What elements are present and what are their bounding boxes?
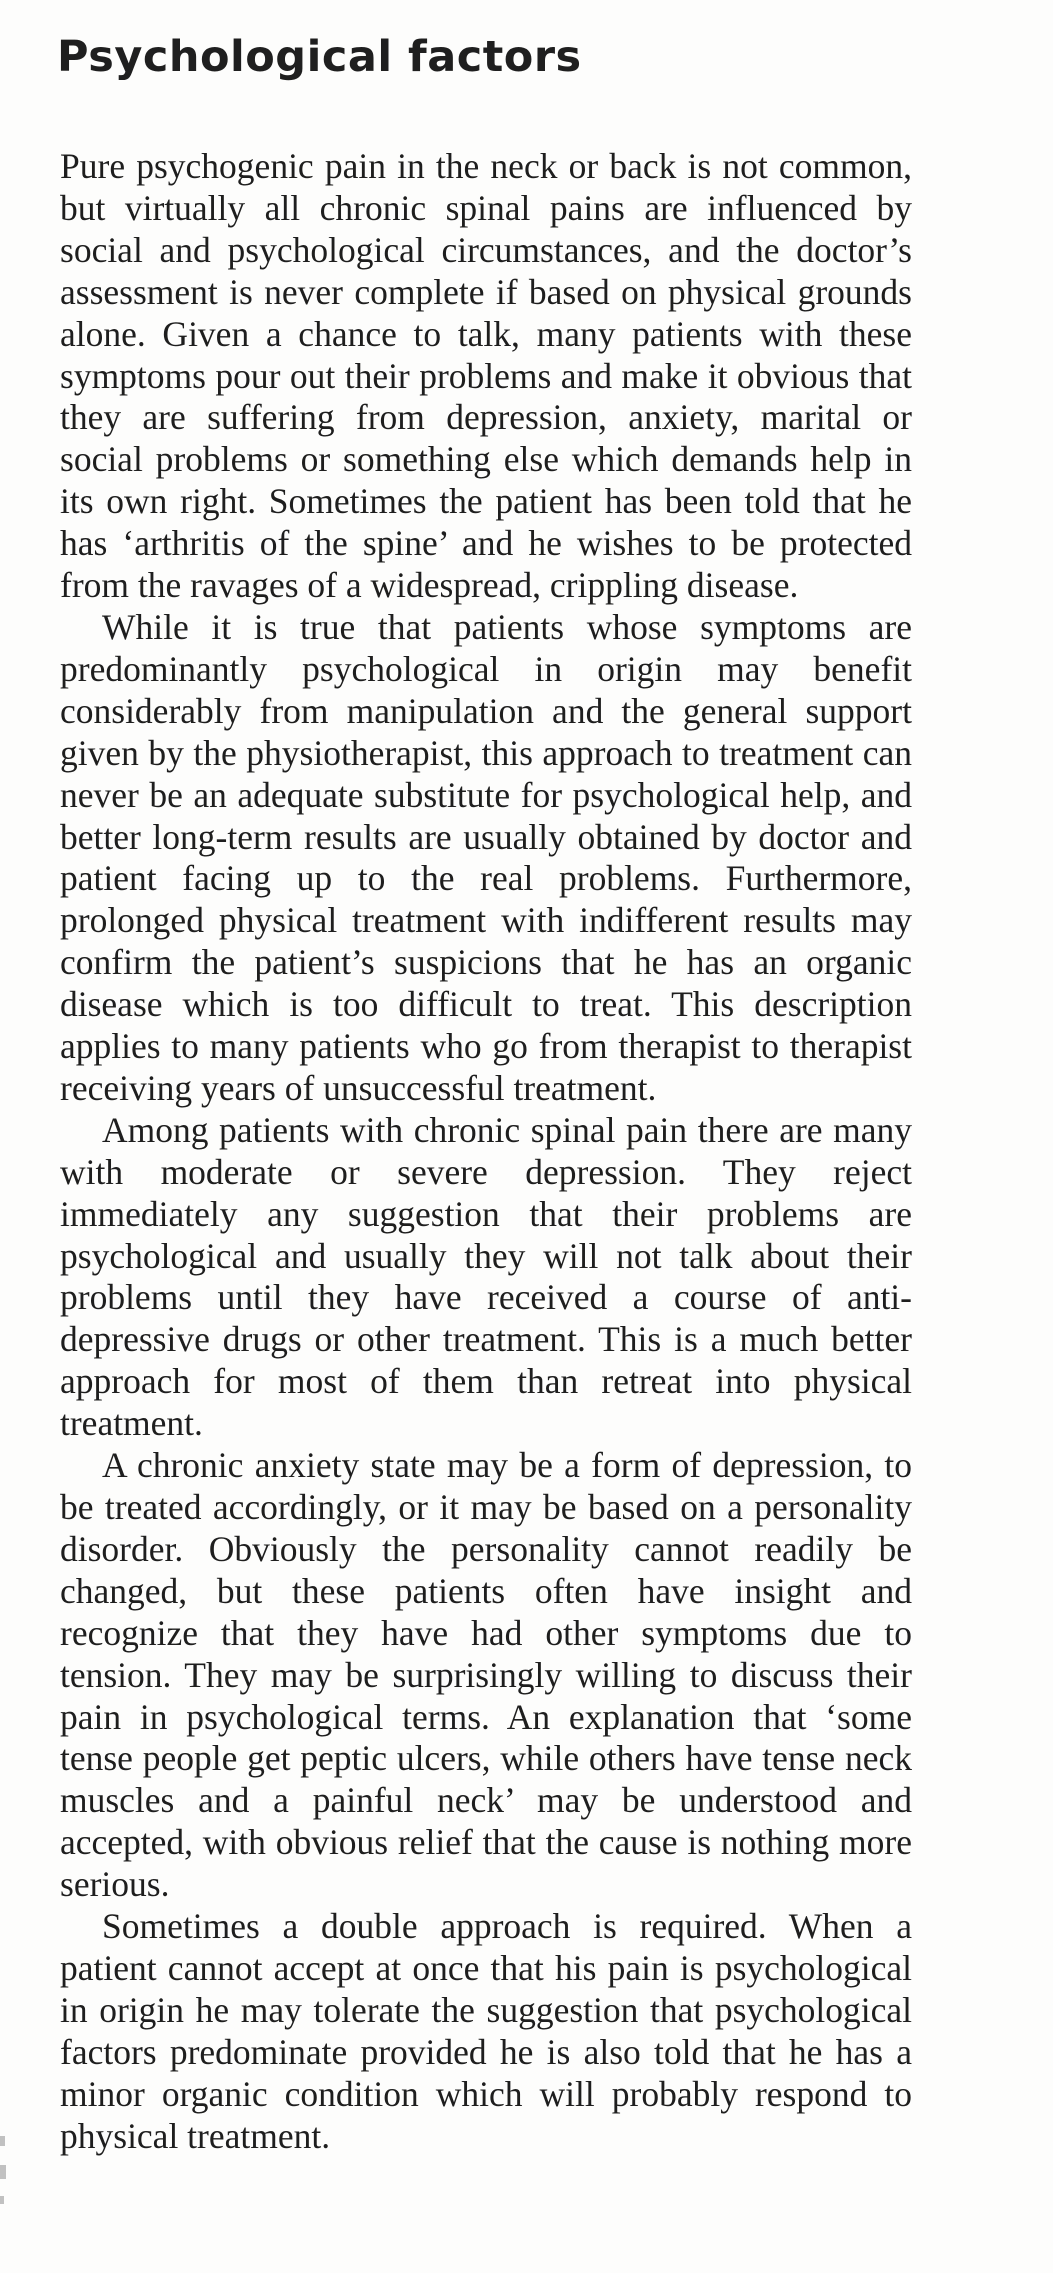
margin-mark	[0, 2196, 4, 2204]
body-text	[60, 146, 912, 2158]
margin-mark	[0, 2136, 5, 2146]
paragraph-1: Pure psychogenic pain in the neck or back is not common, but virtually all chronic spinal pains are influenced by social and psychological circumstances, and the doctor’s assessment is never complete if based on physical grounds alone. Given a chance to talk, many patients with these symptoms pour out their problems and make it obvious that they are suffering from depression, anxiety, marital or social problems or something else which demands help in its own right. Sometimes the patient has been told that he has ‘arthritis of the spine’ and he wishes to be protected from the ravages of a widespread, crippling disease.	[60, 146, 912, 606]
section-heading: Psychological factors	[57, 32, 582, 82]
paragraph-2: While it is true that patients whose symptoms are predominantly psychological in origin may benefit considerably from manipulation and the general support given by the physiotherapist, this approach to treatment can never be an adequate substitute for psychological help, and better long-term results are usually obtained by doctor and patient facing up to the real problems. Furthermore, prolonged physical treatment with indifferent results may confirm the patient’s suspicions that he has an organic disease which is too difficult to treat. This description applies to many patients who go from therapist to therapist receiving years of unsuccessful treatment.	[60, 606, 912, 1108]
paragraph-5: Sometimes a double approach is required. When a patient cannot accept at once that his pain is psychological in origin he may tolerate the suggestion that psychological factors predominate provided he is also told that he has a minor organic condition which will probably respond to physical treatment.	[60, 1906, 912, 2156]
margin-mark	[0, 2165, 6, 2179]
paragraph-3: Among patients with chronic spinal pain there are many with moderate or severe depression. They reject immediately any suggestion that their problems are psychological and usually they will not talk about their problems until they have received a course of anti-depressive drugs or other treatment. This is a much better approach for most of them than retreat into physical treatment.	[60, 1109, 912, 1444]
paragraph-4: A chronic anxiety state may be a form of depression, to be treated accordingly, or it may be based on a personality disorder. Obviously the personality cannot readily be changed, but these patients often have insight and recognize that they have had other symptoms due to tension. They may be surprisingly willing to discuss their pain in psychological terms. An explanation that ‘some tense people get peptic ulcers, while others have tense neck muscles and a painful neck’ may be understood and accepted, with obvious relief that the cause is nothing more serious.	[60, 1445, 912, 1905]
